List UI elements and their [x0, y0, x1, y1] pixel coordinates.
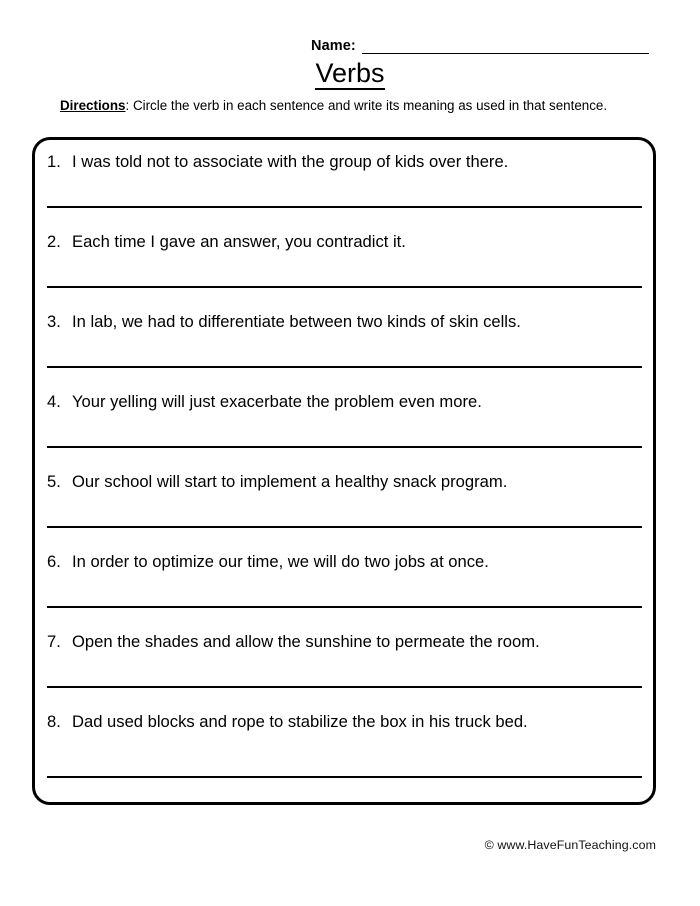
question-number: 3.	[47, 312, 61, 331]
directions-block	[60, 96, 632, 115]
answer-write-line[interactable]	[47, 286, 642, 288]
question-item	[35, 380, 653, 460]
question-item	[35, 300, 653, 380]
question-number: 7.	[47, 632, 61, 651]
name-input-line[interactable]	[362, 40, 649, 54]
question-text-row	[47, 140, 642, 172]
question-sentence: Each time I gave an answer, you contradict it.	[72, 232, 406, 251]
name-field-row	[311, 39, 649, 54]
question-text-row	[47, 460, 642, 492]
question-text-row	[47, 220, 642, 252]
answer-write-line[interactable]	[47, 776, 642, 778]
question-item	[35, 460, 653, 540]
question-number: 8.	[47, 712, 61, 731]
question-sentence: I was told not to associate with the group of kids over there.	[72, 152, 509, 171]
question-number: 5.	[47, 472, 61, 491]
questions-box	[32, 137, 656, 805]
footer-copyright: © www.HaveFunTeaching.com	[484, 838, 656, 852]
answer-write-line[interactable]	[47, 526, 642, 528]
question-sentence: In order to optimize our time, we will do two jobs at once.	[72, 552, 489, 571]
question-text-row	[47, 620, 642, 652]
question-item	[35, 700, 653, 792]
question-sentence: Open the shades and allow the sunshine to permeate the room.	[72, 632, 540, 651]
question-number: 6.	[47, 552, 61, 571]
question-number: 4.	[47, 392, 61, 411]
question-number: 1.	[47, 152, 61, 171]
directions-text: Circle the verb in each sentence and write its meaning as used in that sentence.	[132, 98, 608, 113]
name-label: Name:	[311, 38, 356, 54]
directions-separator: :	[125, 98, 133, 113]
questions-list	[35, 140, 653, 792]
answer-write-line[interactable]	[47, 686, 642, 688]
question-sentence: Our school will start to implement a healthy snack program.	[72, 472, 508, 491]
answer-write-line[interactable]	[47, 366, 642, 368]
question-sentence: In lab, we had to differentiate between two kinds of skin cells.	[72, 312, 521, 331]
answer-write-line[interactable]	[47, 446, 642, 448]
question-text-row	[47, 300, 642, 332]
answer-write-line[interactable]	[47, 606, 642, 608]
page-title-wrap	[0, 59, 700, 90]
question-text-row	[47, 540, 642, 572]
page-title: Verbs	[315, 59, 384, 90]
question-item	[35, 620, 653, 700]
directions-label: Directions	[60, 98, 126, 113]
question-item	[35, 540, 653, 620]
question-text-row	[47, 700, 642, 732]
question-text-row	[47, 380, 642, 412]
question-number: 2.	[47, 232, 61, 251]
answer-write-line[interactable]	[47, 206, 642, 208]
question-item	[35, 140, 653, 220]
question-sentence: Your yelling will just exacerbate the problem even more.	[72, 392, 482, 411]
question-item	[35, 220, 653, 300]
question-sentence: Dad used blocks and rope to stabilize the box in his truck bed.	[72, 712, 528, 731]
